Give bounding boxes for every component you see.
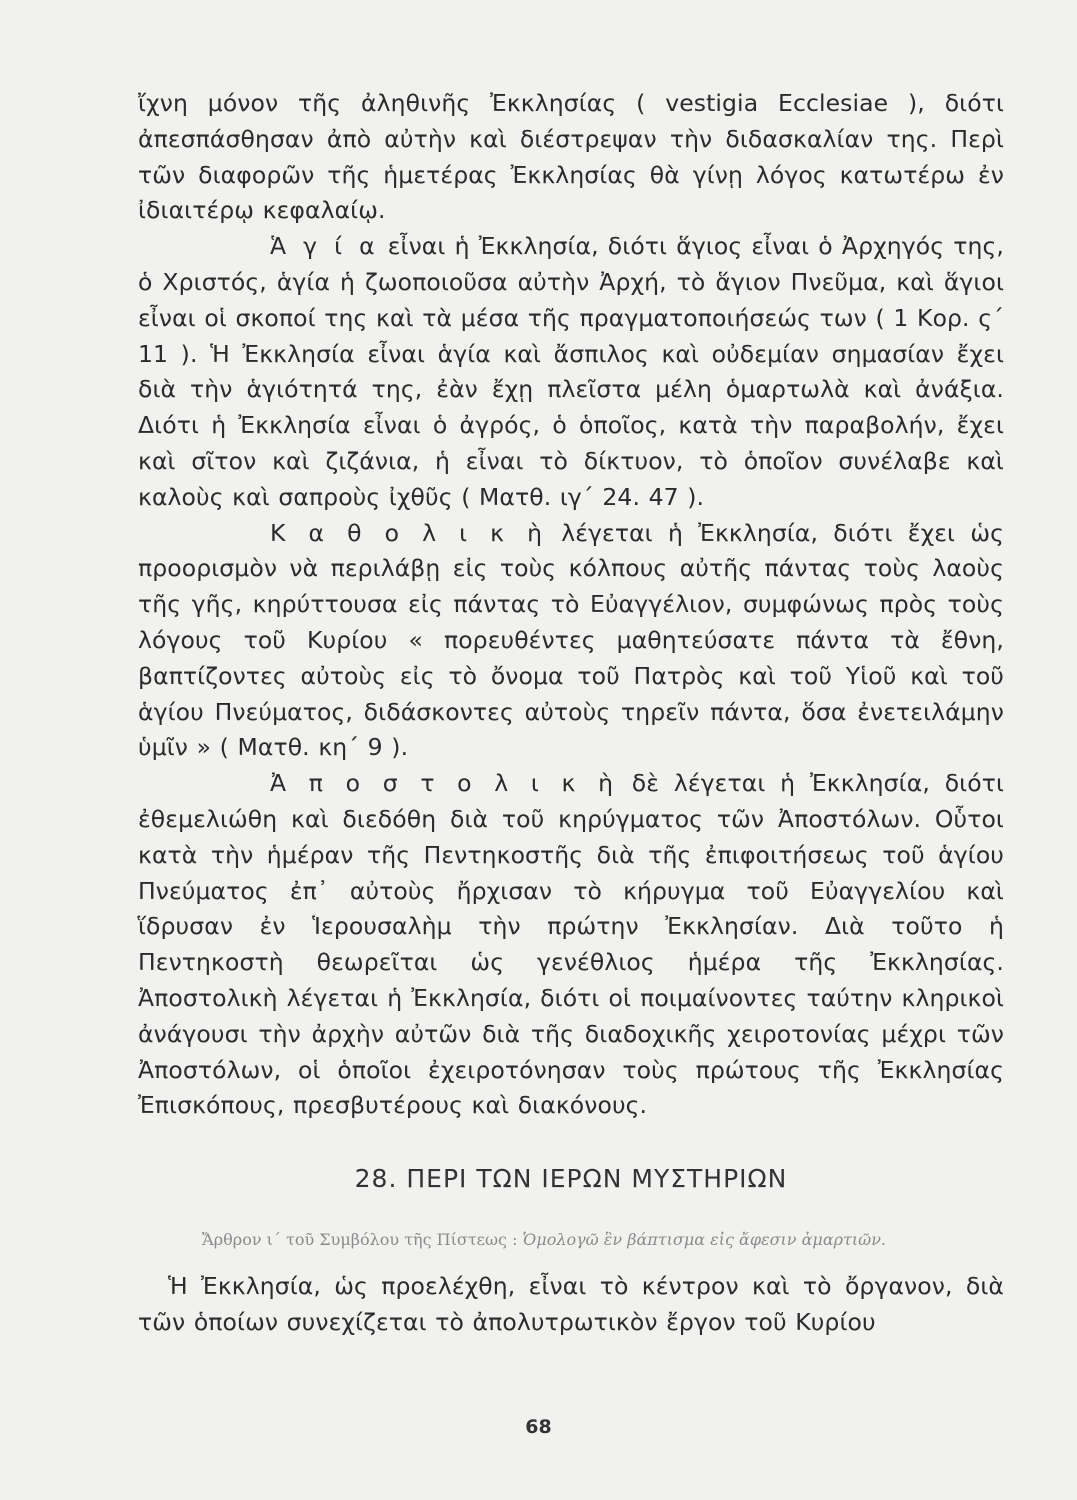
page-number: 68 — [525, 1416, 552, 1438]
paragraph-catholic — [138, 516, 1004, 767]
paragraph-holy — [138, 229, 1004, 515]
paragraph-apostolic — [138, 766, 1004, 1124]
epigraph — [138, 1227, 1004, 1253]
paragraph-holy-text: εἶναι ἡ Ἐκκλησία, διότι ἅγιος εἶναι ὁ Ἀρχηγός της, ὁ Χριστός, ἁγία ἡ ζωοποιοῦσα αὐτὴν Ἀρχή, τὸ ἅγιον Πνεῦμα, καὶ ἅγιοι εἶναι οἱ σκοποί της καὶ τὰ μέσα τῆς πραγματοποιήσεώς των ( 1 Κορ. ς΄ 11 ). Ἡ Ἐκκλησία εἶναι ἁγία καὶ ἄσπιλος καὶ οὐδεμίαν σημασίαν ἔχει διὰ τὴν ἁγιότητά της, ἐὰν ἔχῃ πλεῖστα μέλη ὁμαρτωλὰ καὶ ἀνάξια. Διότι ἡ Ἐκκλησία εἶναι ὁ ἀγρός, ὁ ὁποῖος, κατὰ τὴν παραβολήν, ἔχει καὶ σῖτον καὶ ζιζάνια, ἡ εἶναι τὸ δίκτυον, τὸ ὁποῖον συνέλαβε καὶ καλοὺς καὶ σαπροὺς ἰχθῦς ( Ματθ. ιγ΄ 24. 47 ). — [138, 232, 1005, 511]
section-heading: 28. ΠΕΡΙ ΤΩΝ ΙΕΡΩΝ ΜΥΣΤΗΡΙΩΝ — [354, 1164, 788, 1194]
paragraph-apostolic-text: δὲ λέγεται ἡ Ἐκκλησία, διότι ἐθεμελιώθη καὶ διεδόθη διὰ τοῦ κηρύγματος τῶν Ἀποστόλων. Οὗτοι κατὰ τὴν ἡμέραν τῆς Πεντηκοστῆς διὰ τῆς ἐπιφοιτήσεως τοῦ ἁγίου Πνεύματος ἐπ᾽ αὐτοὺς ἤρχισαν τὸ κήρυγμα τοῦ Εὐαγγελίου καὶ ἵδρυσαν ἐν Ἱερουσαλὴμ τὴν πρώτην Ἐκκλησίαν. Διὰ τοῦτο ἡ Πεντηκοστὴ θεωρεῖται ὡς γενέθλιος ἡμέρα τῆς Ἐκκλησίας. Ἀποστολικὴ λέγεται ἡ Ἐκκλησία, διότι οἱ ποιμαίνοντες ταύτην κληρικοὶ ἀνάγουσι τὴν ἀρχὴν αὐτῶν διὰ τῆς διαδοχικῆς χειροτονίας μέχρι τῶν Ἀποστόλων, οἱ ὁποῖοι ἐχειροτόνησαν τοὺς πρώτους τῆς Ἐκκλησίας Ἐπισκόπους, πρεσβυτέρους καὶ διακόνους. — [138, 769, 1004, 1120]
paragraph-sacraments: Ἡ Ἐκκλησία, ὡς προελέχθη, εἶναι τὸ κέντρον καὶ τὸ ὄργανον, διὰ τῶν ὁποίων συνεχίζεται τὸ ἀπολυτρωτικὸν ἔργον τοῦ Κυρίου — [138, 1272, 1004, 1336]
page-body — [138, 86, 1004, 1341]
epigraph-quote: Ὁμολογῶ ἓν βάπτισμα εἰς ἄφεσιν ἁμαρτιῶν. — [522, 1230, 887, 1250]
paragraph-catholic-text: λέγεται ἡ Ἐκκλησία, διότι ἔχει ὡς προορισμὸν νὰ περιλάβῃ εἰς τοὺς κόλπους αὐτῆς πάντας τοὺς λαοὺς τῆς γῆς, κηρύττουσα εἰς πάντας τὸ Εὐαγγέλιον, συμφώνως πρὸς τοὺς λόγους τοῦ Κυρίου « πορευθέντες μαθητεύσατε πάντα τὰ ἔθνη, βαπτίζοντες αὐτοὺς εἰς τὸ ὄνομα τοῦ Πατρὸς καὶ τοῦ Υἱοῦ καὶ τοῦ ἁγίου Πνεύματος, διδάσκοντες αὐτοὺς τηρεῖν πάντα, ὅσα ἐνετειλάμην ὑμῖν » ( Ματθ. κη΄ 9 ). — [138, 518, 1004, 762]
epigraph-source: Ἄρθρον ι΄ τοῦ Συμβόλου τῆς Πίστεως : — [202, 1230, 523, 1250]
term-holy: Ἁ γ ί α — [270, 232, 379, 261]
term-apostolic: Ἀ π ο σ τ ο λ ι κ ὴ — [270, 769, 617, 798]
paragraph-continuation: ἴχνη μόνον τῆς ἀληθινῆς Ἐκκλησίας ( vestigia Ecclesiae ), διότι ἀπεσπάσθησαν ἀπὸ αὐτὴν καὶ διέστρεψαν τὴν διδασκαλίαν της. Περὶ τῶν διαφορῶν τῆς ἡμετέρας Ἐκκλησίας θὰ γίνῃ λόγος κατωτέρω ἐν ἰδιαιτέρῳ κεφαλαίῳ. — [138, 89, 1004, 225]
term-catholic: Κ α θ ο λ ι κ ὴ — [270, 518, 547, 547]
